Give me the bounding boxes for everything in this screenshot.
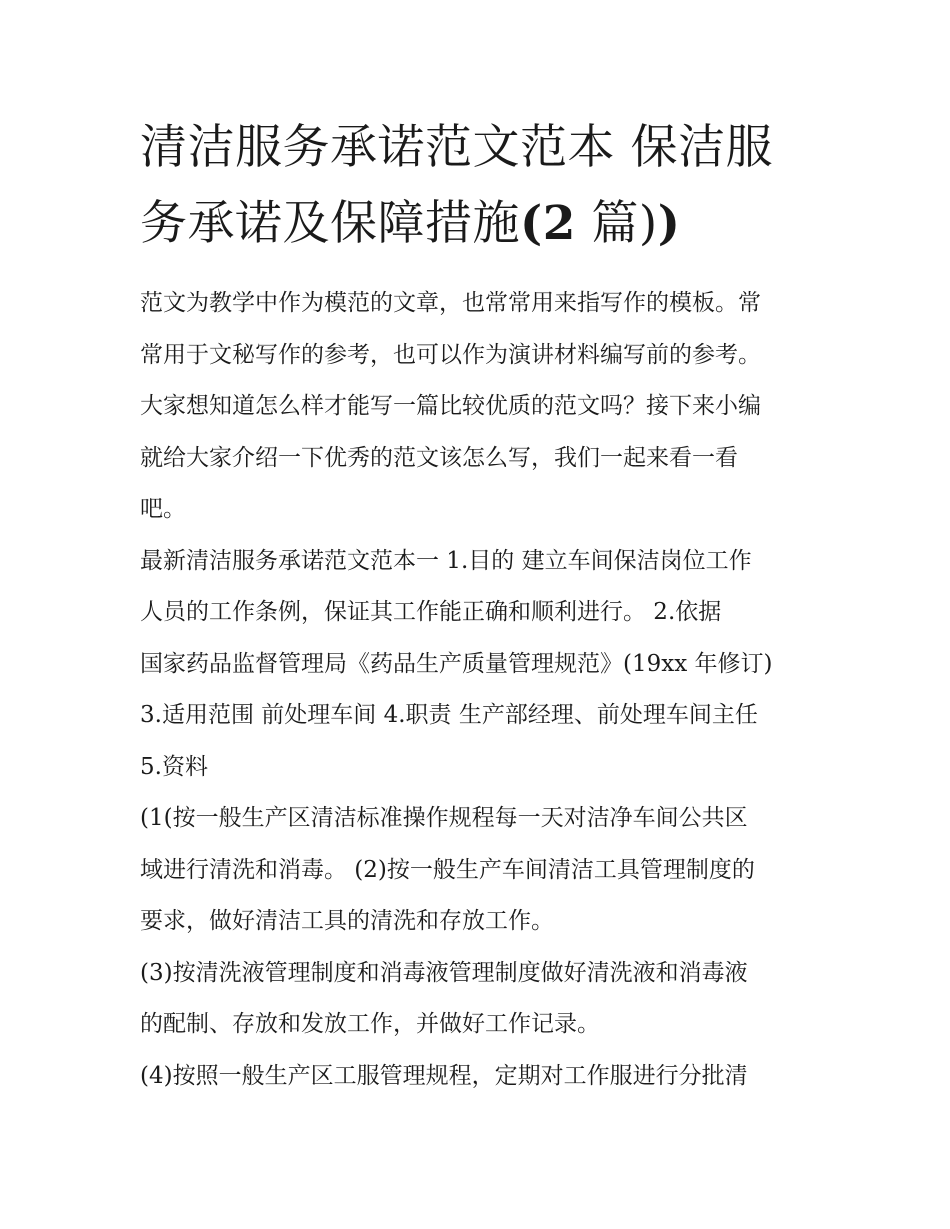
title-line-2-text: 务承诺及保障措施 — [140, 196, 520, 251]
paragraph-line: 大家想知道怎么样才能写一篇比较优质的范文吗？接下来小编 — [140, 393, 761, 419]
paragraph-line: (1(按一般生产区清洁标准操作规程每一天对洁净车间公共区 — [140, 805, 748, 831]
title-line-1: 清洁服务承诺范文范本 保洁服 — [140, 120, 773, 175]
paragraph-sample-one — [140, 536, 820, 794]
paragraph-line: 要求，做好清洁工具的清洗和存放工作。 — [140, 908, 554, 934]
paragraph-item-1-2 — [140, 793, 820, 948]
document-page — [140, 0, 820, 1102]
paragraph-line: (3)按清洗液管理制度和消毒液管理制度做好清洗液和消毒液 — [140, 959, 748, 986]
paragraph-item-3 — [140, 948, 820, 1051]
paragraph-line: 域进行清洗和消毒。 (2)按一般生产车间清洁工具管理制度的 — [140, 856, 755, 883]
paragraph-line: 常用于文秘写作的参考，也可以作为演讲材料编写前的参考。 — [140, 341, 761, 368]
paragraph-intro — [140, 278, 820, 536]
paragraph-line: 的配制、存放和发放工作，并做好工作记录。 — [140, 1011, 600, 1037]
paragraph-line: 人员的工作条例，保证其工作能正确和顺利进行。 2.依据 — [140, 599, 722, 625]
paragraph-line: 吧。 — [140, 496, 186, 522]
paragraph-line: 5.资料 — [140, 753, 208, 780]
paragraph-line: 3.适用范围 前处理车间 4.职责 生产部经理、前处理车间主任 — [140, 702, 758, 728]
paragraph-line: 范文为教学中作为模范的文章，也常常用来指写作的模板。常 — [140, 290, 761, 316]
title-count: (2 — [520, 196, 576, 251]
paragraph-line: 最新清洁服务承诺范文范本一 1.目的 建立车间保洁岗位工作 — [140, 547, 752, 574]
title-count-unit: 篇) — [591, 196, 658, 251]
title-line-2: 务承诺及保障措施(2 篇)) — [140, 196, 681, 251]
paragraph-line: (4)按照一般生产区工服管理规程，定期对工作服进行分批清 — [140, 1062, 748, 1089]
document-title — [140, 0, 820, 262]
paragraph-item-4 — [140, 1051, 820, 1103]
paragraph-line: 就给大家介绍一下优秀的范文该怎么写，我们一起来看一看 — [140, 444, 738, 471]
paragraph-line: 国家药品监督管理局《药品生产质量管理规范》(19xx 年修订) — [140, 650, 773, 677]
